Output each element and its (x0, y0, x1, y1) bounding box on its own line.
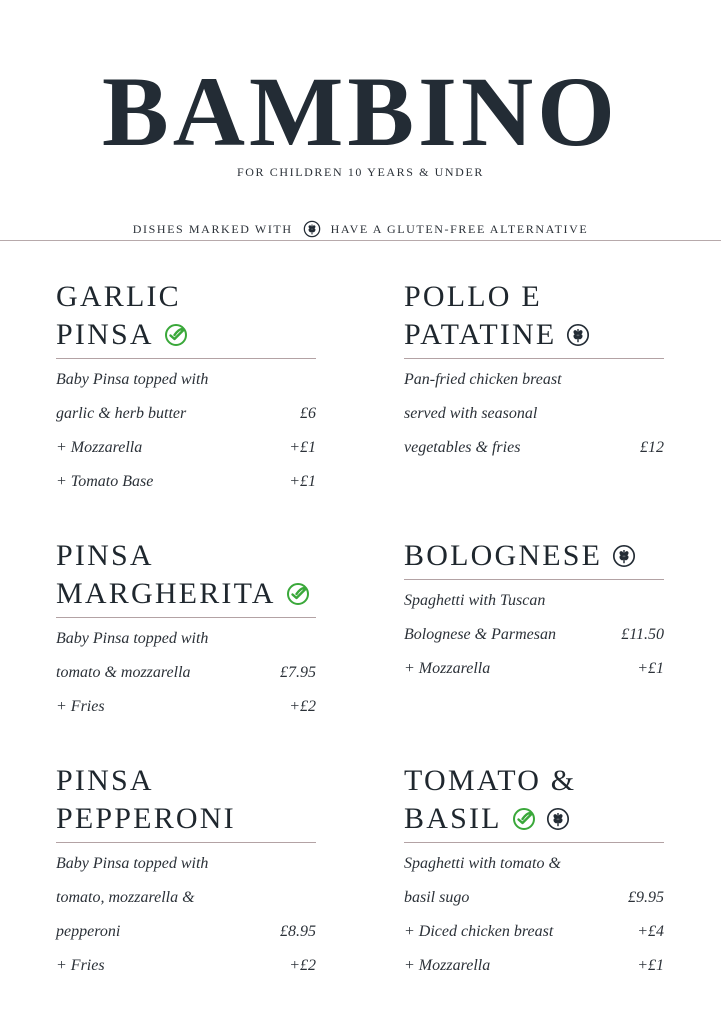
item-line: + Tomato Base +£1 (56, 465, 316, 499)
title-line: MARGHERITA (56, 577, 276, 610)
item-line: + Mozzarella +£1 (404, 949, 664, 983)
item-line: + Fries +£2 (56, 690, 316, 724)
item-price: +£1 (289, 473, 316, 490)
title-line: POLLO E (404, 280, 542, 313)
item-line: tomato, mozzarella & (56, 889, 195, 906)
gluten-free-icon (612, 544, 636, 568)
item-divider (56, 617, 316, 618)
item-title (404, 537, 664, 575)
gluten-free-icon (303, 220, 321, 238)
item-price: +£1 (637, 660, 664, 677)
menu-item-pinsa-pepperoni (56, 762, 316, 983)
item-line: served with seasonal (404, 405, 538, 422)
item-divider (404, 579, 664, 580)
gluten-free-icon (566, 323, 590, 347)
item-price: £7.95 (280, 664, 316, 681)
item-line: basil sugo £9.95 (404, 881, 664, 915)
menu-item-garlic-pinsa (56, 278, 316, 499)
item-price: £12 (640, 439, 664, 456)
item-price: +£1 (637, 957, 664, 974)
item-price: +£2 (289, 698, 316, 715)
item-line: + Fries +£2 (56, 949, 316, 983)
brand-title: BAMBINO (102, 56, 619, 167)
item-title (56, 278, 316, 354)
item-line: Baby Pinsa topped with (56, 855, 209, 872)
title-line: GARLIC (56, 280, 181, 313)
item-title (404, 278, 664, 354)
item-line: tomato & mozzarella £7.95 (56, 656, 316, 690)
item-line: + Diced chicken breast +£4 (404, 915, 664, 949)
item-divider (56, 842, 316, 843)
gluten-free-note (0, 220, 721, 238)
item-title (404, 762, 664, 838)
item-price: +£2 (289, 957, 316, 974)
item-price: +£1 (289, 439, 316, 456)
gf-note-after: HAVE A GLUTEN-FREE ALTERNATIVE (330, 221, 589, 236)
item-line: Bolognese & Parmesan £11.50 (404, 618, 664, 652)
item-line: vegetables & fries £12 (404, 431, 664, 465)
item-price: £8.95 (280, 923, 316, 940)
item-divider (404, 358, 664, 359)
title-line: BASIL (404, 802, 502, 835)
vegetarian-leaf-icon (286, 582, 310, 606)
title-line: PINSA (56, 764, 154, 797)
vegetarian-leaf-icon (512, 807, 536, 831)
item-title (56, 762, 316, 838)
item-line: pepperoni £8.95 (56, 915, 316, 949)
menu-item-pollo-e-patatine (404, 278, 664, 465)
menu-item-pinsa-margherita (56, 537, 316, 724)
item-line: + Mozzarella +£1 (404, 652, 664, 686)
item-line: + Mozzarella +£1 (56, 431, 316, 465)
item-line: Baby Pinsa topped with (56, 371, 209, 388)
title-line: PINSA (56, 539, 154, 572)
item-price: £11.50 (621, 626, 664, 643)
title-line: BOLOGNESE (404, 539, 603, 572)
item-line: Spaghetti with tomato & (404, 855, 561, 872)
item-price: +£4 (637, 923, 664, 940)
item-price: £9.95 (628, 889, 664, 906)
item-title (56, 537, 316, 613)
vegetarian-leaf-icon (164, 323, 188, 347)
title-line: PATATINE (404, 318, 557, 351)
title-line: PEPPERONI (56, 802, 236, 835)
item-line: Spaghetti with Tuscan (404, 592, 546, 609)
title-line: PINSA (56, 318, 154, 351)
item-divider (404, 842, 664, 843)
menu-item-bolognese (404, 537, 664, 686)
item-divider (56, 358, 316, 359)
item-price: £6 (300, 405, 316, 422)
item-line: Baby Pinsa topped with (56, 630, 209, 647)
item-line: Pan-fried chicken breast (404, 371, 562, 388)
menu-item-tomato-basil (404, 762, 664, 983)
gf-note-before: DISHES MARKED WITH (132, 221, 293, 236)
gluten-free-icon (546, 807, 570, 831)
title-line: TOMATO & (404, 764, 577, 797)
header-rule (0, 240, 721, 241)
age-subtitle: FOR CHILDREN 10 YEARS & UNDER (237, 165, 484, 179)
item-line: garlic & herb butter £6 (56, 397, 316, 431)
